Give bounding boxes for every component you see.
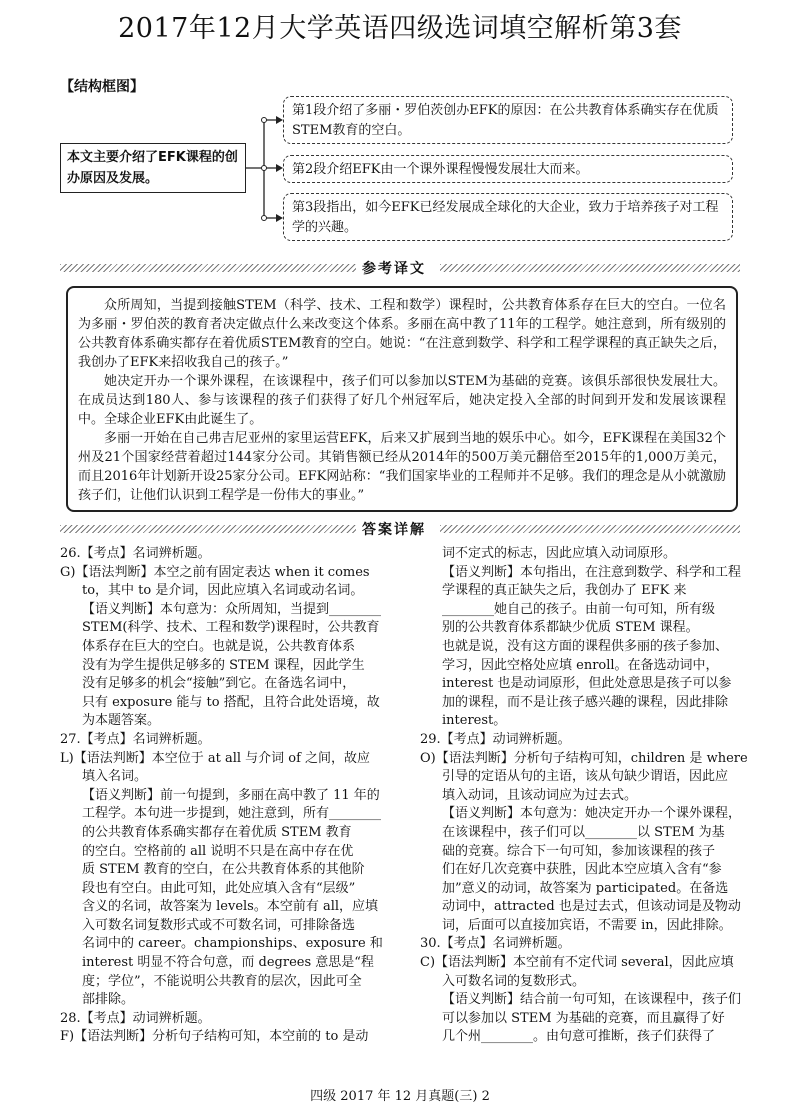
answer-line: 填入名词。 bbox=[82, 769, 148, 785]
answer-line: 词，后面可以直接加宾语，不需要 in，因此排除。 bbox=[442, 917, 732, 933]
answer-line: 为本题答案。 bbox=[82, 713, 161, 729]
answer-line: C)【语法判断】本空前有不定代词 several，因此应填 bbox=[420, 955, 734, 971]
page-title: 2017年12月大学英语四级选词填空解析第3套 bbox=[118, 13, 682, 44]
banner-stripe-left bbox=[60, 525, 360, 533]
structure-paragraph-1: 第1段介绍了多丽・罗伯茨创办EFK的原因：在公共教育体系确实存在优质STEM教育的空白。 bbox=[283, 96, 733, 144]
answer-line: 含义的名词，故答案为 levels。本空前有 all，应填 bbox=[82, 899, 379, 915]
answer-line: 可以参加以 STEM 为基础的竞赛，而且赢得了好 bbox=[442, 1010, 725, 1026]
answers-banner bbox=[60, 519, 740, 539]
answer-line: 础的竞赛。综合下一句可知，参加该课程的孩子 bbox=[442, 843, 716, 859]
answer-line: 动词中，attracted 也是过去式，但该动词是及物动 bbox=[442, 899, 741, 915]
answer-line: 【语义判断】前一句提到，多丽在高中教了 11 年的 bbox=[82, 787, 380, 803]
answer-line: 度；学位”，不能说明公共教育的层次，因此可全 bbox=[82, 973, 362, 989]
answer-line: interest。 bbox=[442, 713, 507, 729]
answer-line: O)【语法判断】分析句子结构可知，children 是 where bbox=[420, 750, 748, 766]
translation-paragraph: 多丽一开始在自己弗吉尼亚州的家里运营EFK，后来又扩展到当地的娱乐中心。如今，EFK课程在美国32个州及21个国家经营着超过144家分公司。其销售额已经从2014年的500万美元翻倍至2015年的1,000万美元，而且2016年计划新开设25家分公司。EFK网站称：“我们国家毕业的工程师并不足够。我们的理念是从小就激励孩子们，让他们认识到工程学是一份伟大的事业。” bbox=[78, 431, 726, 503]
answer-line: 的公共教育体系确实都存在着优质 STEM 教育 bbox=[82, 824, 352, 840]
structure-label: 【结构框图】 bbox=[60, 79, 144, 95]
translation-paragraph: 众所周知，当提到接触STEM（科学、技术、工程和数学）课程时，公共教育体系存在巨大的空白。一位名为多丽・罗伯茨的教育者决定做点什么来改变这个体系。多丽在高中教了11年的工程学。她注意到，所有级别的公共教育体系确实都存在着优质STEM教育的空白。她说：“在注意到数学、科学和工程学课程的真正缺失之后，我创办了EFK来招收我自己的孩子。” bbox=[78, 298, 726, 370]
answers-right-column bbox=[420, 545, 770, 1047]
structure-paragraph-2: 第2段介绍EFK由一个课外课程慢慢发展壮大而来。 bbox=[283, 155, 733, 183]
answer-line: 【语义判断】结合前一句可知，在该课程中，孩子们 bbox=[442, 992, 742, 1008]
answer-line: 30.【考点】名词辨析题。 bbox=[420, 936, 571, 952]
answer-line: 27.【考点】名词辨析题。 bbox=[60, 731, 211, 747]
structure-paragraph-3: 第3段指出，如今EFK已经发展成全球化的大企业，致力于培养孩子对工程学的兴趣。 bbox=[283, 193, 733, 241]
answer-line: 【语义判断】本句指出，在注意到数学、科学和工程 bbox=[442, 564, 742, 580]
answer-line: STEM(科学、技术、工程和数学)课程时，公共教育 bbox=[82, 620, 380, 636]
answers-heading: 答案详解 bbox=[356, 519, 432, 539]
translation-heading: 参考译文 bbox=[356, 258, 432, 278]
answer-line: to，其中 to 是介词，因此应填入名词或动名词。 bbox=[82, 583, 364, 599]
answer-line: 段也有空白。由此可知，此处应填入含有“层级” bbox=[82, 880, 356, 896]
answer-line: 入可数名词复数形式或不可数名词，可排除备选 bbox=[82, 917, 356, 933]
answer-line: 们在好几次竞赛中获胜，因此本空应填入含有“参 bbox=[442, 862, 722, 878]
answer-line: 没有为学生提供足够多的 STEM 课程，因此学生 bbox=[82, 657, 365, 673]
answer-line: 26.【考点】名词辨析题。 bbox=[60, 546, 211, 561]
answer-line: 质 STEM 教育的空白，在公共教育体系的其他阶 bbox=[82, 862, 365, 878]
banner-stripe-right bbox=[440, 525, 740, 533]
answer-line: 词不定式的标志，因此应填入动词原形。 bbox=[442, 546, 677, 561]
answer-line: 【语义判断】本句意为：众所周知，当提到________ bbox=[82, 601, 382, 617]
answers-left-column bbox=[60, 545, 410, 1047]
translation-box bbox=[66, 286, 738, 512]
answer-line: 工程学。本句进一步提到，她注意到，所有________ bbox=[82, 806, 382, 822]
translation-paragraph: 她决定开办一个课外课程，在该课程中，孩子们可以参加以STEM为基础的竞赛。该俱乐部很快发展壮大。在成员达到180人、参与该课程的孩子们获得了好几个州冠军后，她决定投入全部的时间到开发和发展该课程中。全球企业EFK由此诞生了。 bbox=[78, 374, 726, 427]
banner-stripe-left bbox=[60, 264, 360, 272]
answer-line: 的空白。空格前的 all 说明不只是在高中存在优 bbox=[82, 843, 354, 859]
answer-line: 加的课程，而不是让孩子感兴趣的课程，因此排除 bbox=[442, 694, 729, 710]
answer-line: 【语义判断】本句意为：她决定开办一个课外课程， bbox=[442, 806, 742, 822]
answer-line: 29.【考点】动词辨析题。 bbox=[420, 731, 571, 747]
answer-line: interest 也是动词原形，但此处意思是孩子可以参 bbox=[442, 676, 732, 692]
answer-line: ________她自己的孩子。由前一句可知，所有级 bbox=[442, 601, 716, 617]
answer-line: F)【语法判断】分析句子结构可知，本空前的 to 是动 bbox=[60, 1029, 369, 1045]
answer-line: 体系存在巨大的空白。也就是说，公共教育体系 bbox=[82, 638, 356, 654]
answer-line: G)【语法判断】本空之前有固定表达 when it comes bbox=[60, 564, 370, 580]
answer-line: 加”意义的动词，故答案为 participated。在备选 bbox=[442, 880, 729, 896]
structure-main-box: 本文主要介绍了EFK课程的创办原因及发展。 bbox=[60, 143, 246, 193]
answer-line: 也就是说，没有这方面的课程供多丽的孩子参加、 bbox=[442, 638, 729, 654]
answer-line: 部排除。 bbox=[82, 992, 135, 1008]
answer-line: 名词中的 career。championships、exposure 和 bbox=[82, 936, 383, 952]
answer-line: 只有 exposure 能与 to 搭配，且符合此处语境，故 bbox=[82, 694, 380, 710]
answer-line: 学课程的真正缺失之后，我创办了 EFK 来 bbox=[442, 583, 687, 599]
answer-line: L)【语法判断】本空位于 at all 与介词 of 之间，故应 bbox=[60, 750, 371, 766]
answer-line: 填入动词，且该动词应为过去式。 bbox=[442, 787, 638, 803]
banner-stripe-right bbox=[440, 264, 740, 272]
answer-line: 几个州________。由句意可推断，孩子们获得了 bbox=[442, 1029, 716, 1045]
answer-line: 在该课程中，孩子们可以________以 STEM 为基 bbox=[442, 824, 725, 840]
answer-line: 学习，因此空格处应填 enroll。在备选动词中， bbox=[442, 657, 719, 673]
answer-line: 28.【考点】动词辨析题。 bbox=[60, 1010, 211, 1026]
answer-line: 入可数名词的复数形式。 bbox=[442, 973, 586, 989]
answer-line: interest 明显不符合句意，而 degrees 意思是“程 bbox=[82, 955, 374, 971]
translation-banner bbox=[60, 258, 740, 278]
answer-line: 别的公共教育体系都缺少优质 STEM 课程。 bbox=[442, 620, 699, 636]
page-footer: 四级 2017 年 12 月真题(三) 2 bbox=[310, 1089, 490, 1104]
answer-line: 引导的定语从句的主语，该从句缺少谓语，因此应 bbox=[442, 769, 729, 785]
answer-line: 没有足够多的机会“接触”到它。在备选名词中， bbox=[82, 676, 356, 692]
